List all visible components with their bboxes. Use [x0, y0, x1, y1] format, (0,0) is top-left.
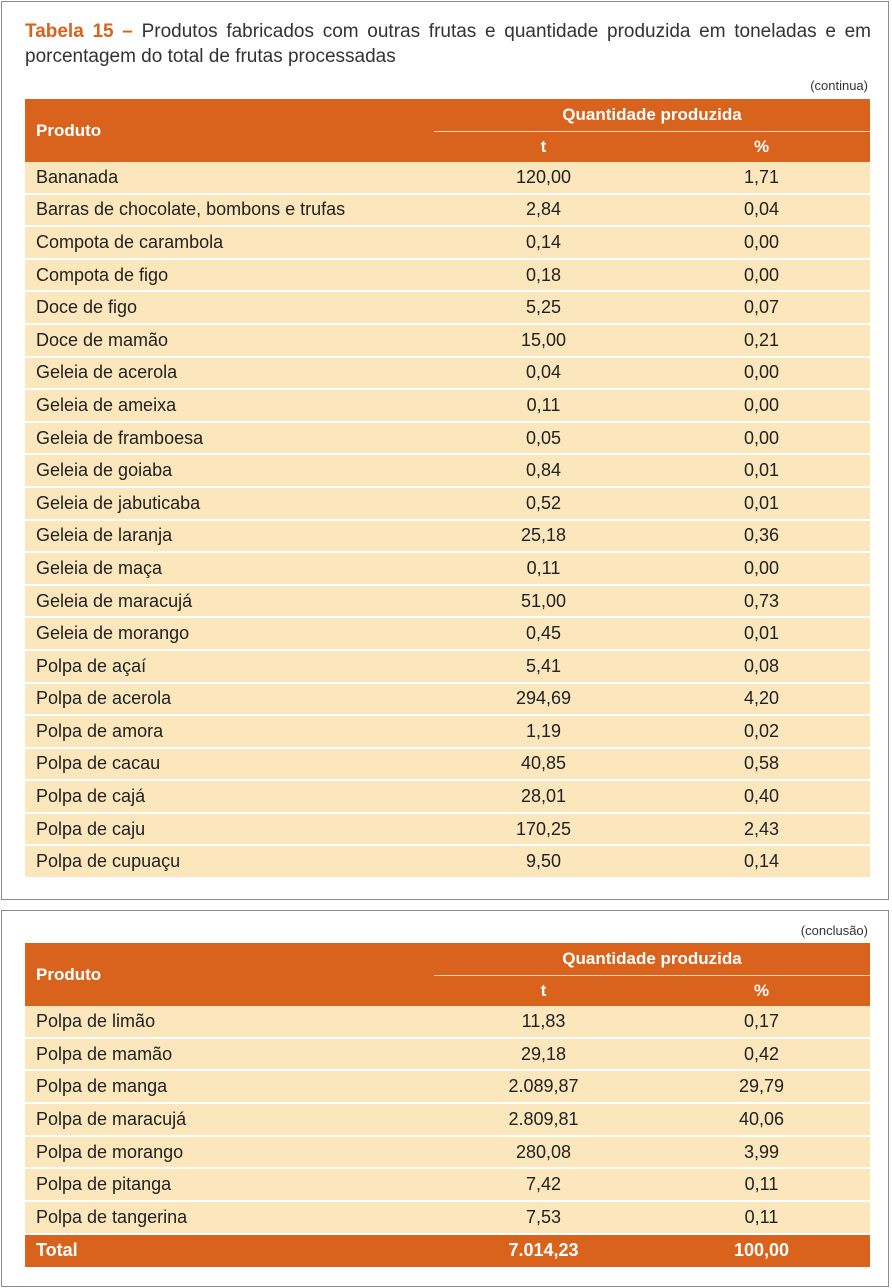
- table-panel-conclusao: [1, 910, 889, 1287]
- product-name-cell: Polpa de mamão: [25, 1038, 434, 1071]
- table-panel-continua: [1, 1, 889, 900]
- quantity-t-cell: 2.809,81: [434, 1103, 653, 1136]
- table-row: [25, 226, 870, 259]
- table-row: [25, 1201, 870, 1234]
- percent-cell: 0,00: [653, 357, 870, 390]
- product-name-cell: Polpa de manga: [25, 1070, 434, 1103]
- table-row: [25, 715, 870, 748]
- percent-cell: 0,40: [653, 780, 870, 813]
- quantity-t-cell: 294,69: [434, 683, 653, 716]
- table-row: [25, 845, 870, 878]
- header-quantidade-produzida: Quantidade produzida: [434, 99, 870, 132]
- header-t: t: [434, 132, 653, 163]
- percent-cell: 0,58: [653, 748, 870, 781]
- percent-cell: 0,02: [653, 715, 870, 748]
- quantity-t-cell: 0,11: [434, 389, 653, 422]
- percent-cell: 0,00: [653, 552, 870, 585]
- table-row: [25, 324, 870, 357]
- product-name-cell: Polpa de pitanga: [25, 1168, 434, 1201]
- quantity-t-cell: 25,18: [434, 520, 653, 553]
- header-produto: Produto: [25, 99, 434, 162]
- product-name-cell: Geleia de acerola: [25, 357, 434, 390]
- quantity-t-cell: 0,04: [434, 357, 653, 390]
- percent-cell: 0,42: [653, 1038, 870, 1071]
- table-row: [25, 259, 870, 292]
- product-name-cell: Polpa de limão: [25, 1006, 434, 1038]
- percent-cell: 0,21: [653, 324, 870, 357]
- product-name-cell: Doce de mamão: [25, 324, 434, 357]
- percent-cell: 0,08: [653, 650, 870, 683]
- conclusao-note: (conclusão): [800, 923, 868, 938]
- product-name-cell: Barras de chocolate, bombons e trufas: [25, 194, 434, 227]
- product-name-cell: Geleia de laranja: [25, 520, 434, 553]
- quantity-t-cell: 28,01: [434, 780, 653, 813]
- quantity-t-cell: 0,84: [434, 454, 653, 487]
- header-pct: %: [653, 976, 870, 1007]
- percent-cell: 0,11: [653, 1168, 870, 1201]
- percent-cell: 4,20: [653, 683, 870, 716]
- table-row: [25, 1103, 870, 1136]
- table-row: [25, 194, 870, 227]
- table-row: [25, 552, 870, 585]
- header-produto: Produto: [25, 943, 434, 1006]
- product-name-cell: Polpa de amora: [25, 715, 434, 748]
- product-name-cell: Polpa de cajá: [25, 780, 434, 813]
- quantity-t-cell: 15,00: [434, 324, 653, 357]
- quantity-t-cell: 7,42: [434, 1168, 653, 1201]
- quantity-t-cell: 0,52: [434, 487, 653, 520]
- table-row: [25, 1136, 870, 1169]
- percent-cell: 0,73: [653, 585, 870, 618]
- quantity-t-cell: 0,14: [434, 226, 653, 259]
- quantity-t-cell: 7,53: [434, 1201, 653, 1234]
- total-pct: 100,00: [653, 1234, 870, 1267]
- quantity-t-cell: 11,83: [434, 1006, 653, 1038]
- quantity-t-cell: 5,41: [434, 650, 653, 683]
- products-table-part1: [25, 99, 870, 879]
- table-row: [25, 650, 870, 683]
- product-name-cell: Polpa de tangerina: [25, 1201, 434, 1234]
- percent-cell: 0,17: [653, 1006, 870, 1038]
- product-name-cell: Geleia de ameixa: [25, 389, 434, 422]
- product-name-cell: Polpa de caju: [25, 813, 434, 846]
- table-row: [25, 585, 870, 618]
- product-name-cell: Polpa de açaí: [25, 650, 434, 683]
- header-t: t: [434, 976, 653, 1007]
- percent-cell: 0,00: [653, 259, 870, 292]
- table-row: [25, 162, 870, 194]
- table-row: [25, 422, 870, 455]
- quantity-t-cell: 9,50: [434, 845, 653, 878]
- table-row: [25, 1070, 870, 1103]
- product-name-cell: Polpa de cupuaçu: [25, 845, 434, 878]
- header-pct: %: [653, 132, 870, 163]
- product-name-cell: Compota de figo: [25, 259, 434, 292]
- product-name-cell: Polpa de morango: [25, 1136, 434, 1169]
- product-name-cell: Geleia de morango: [25, 617, 434, 650]
- quantity-t-cell: 0,05: [434, 422, 653, 455]
- percent-cell: 0,11: [653, 1201, 870, 1234]
- table-row: [25, 357, 870, 390]
- quantity-t-cell: 1,19: [434, 715, 653, 748]
- quantity-t-cell: 0,18: [434, 259, 653, 292]
- quantity-t-cell: 29,18: [434, 1038, 653, 1071]
- percent-cell: 0,14: [653, 845, 870, 878]
- percent-cell: 0,01: [653, 617, 870, 650]
- quantity-t-cell: 0,11: [434, 552, 653, 585]
- product-name-cell: Polpa de acerola: [25, 683, 434, 716]
- product-name-cell: Geleia de goiaba: [25, 454, 434, 487]
- table-row: [25, 748, 870, 781]
- percent-cell: 3,99: [653, 1136, 870, 1169]
- percent-cell: 40,06: [653, 1103, 870, 1136]
- quantity-t-cell: 280,08: [434, 1136, 653, 1169]
- quantity-t-cell: 0,45: [434, 617, 653, 650]
- header-quantidade-produzida: Quantidade produzida: [434, 943, 870, 976]
- quantity-t-cell: 51,00: [434, 585, 653, 618]
- table-title: [25, 19, 871, 69]
- quantity-t-cell: 120,00: [434, 162, 653, 194]
- product-name-cell: Geleia de jabuticaba: [25, 487, 434, 520]
- product-name-cell: Polpa de maracujá: [25, 1103, 434, 1136]
- percent-cell: 0,00: [653, 422, 870, 455]
- continua-note: (continua): [810, 78, 868, 93]
- product-name-cell: Polpa de cacau: [25, 748, 434, 781]
- table-row: [25, 780, 870, 813]
- product-name-cell: Geleia de maracujá: [25, 585, 434, 618]
- table-row: [25, 454, 870, 487]
- product-name-cell: Compota de carambola: [25, 226, 434, 259]
- product-name-cell: Bananada: [25, 162, 434, 194]
- percent-cell: 0,00: [653, 389, 870, 422]
- percent-cell: 2,43: [653, 813, 870, 846]
- quantity-t-cell: 5,25: [434, 291, 653, 324]
- percent-cell: 0,00: [653, 226, 870, 259]
- table-row: [25, 487, 870, 520]
- percent-cell: 0,01: [653, 454, 870, 487]
- table-caption: Produtos fabricados com outras frutas e quantidade produzida em toneladas e em porcentagem do total de frutas processadas: [25, 21, 871, 67]
- table-row: [25, 617, 870, 650]
- table-row: [25, 389, 870, 422]
- quantity-t-cell: 2.089,87: [434, 1070, 653, 1103]
- table-row: [25, 1038, 870, 1071]
- table-row: [25, 813, 870, 846]
- percent-cell: 0,36: [653, 520, 870, 553]
- product-name-cell: Doce de figo: [25, 291, 434, 324]
- total-t: 7.014,23: [434, 1234, 653, 1267]
- table-number-label: Tabela 15 –: [25, 21, 133, 42]
- quantity-t-cell: 40,85: [434, 748, 653, 781]
- percent-cell: 1,71: [653, 162, 870, 194]
- table-row: [25, 1168, 870, 1201]
- products-table-part2: [25, 943, 870, 1267]
- table-row: [25, 683, 870, 716]
- table-row: [25, 291, 870, 324]
- percent-cell: 0,04: [653, 194, 870, 227]
- table-row: [25, 1006, 870, 1038]
- percent-cell: 0,01: [653, 487, 870, 520]
- percent-cell: 0,07: [653, 291, 870, 324]
- product-name-cell: Geleia de maça: [25, 552, 434, 585]
- percent-cell: 29,79: [653, 1070, 870, 1103]
- product-name-cell: Geleia de framboesa: [25, 422, 434, 455]
- total-row: [25, 1234, 870, 1267]
- quantity-t-cell: 170,25: [434, 813, 653, 846]
- table-row: [25, 520, 870, 553]
- quantity-t-cell: 2,84: [434, 194, 653, 227]
- total-label: Total: [25, 1234, 434, 1267]
